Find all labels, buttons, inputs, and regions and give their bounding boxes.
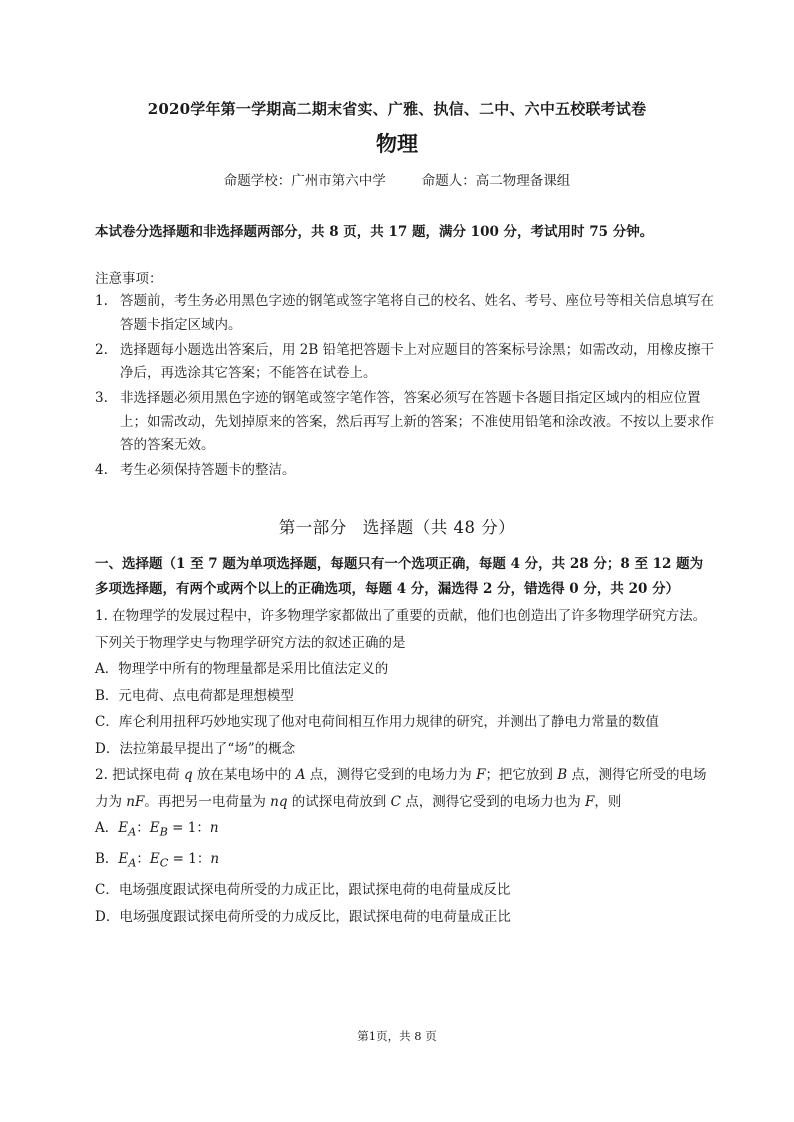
note-number: 2. [95, 341, 108, 358]
subscript: C [159, 856, 169, 870]
note-item [95, 290, 715, 337]
q2-var-f: F [585, 793, 595, 810]
question-1-option-c: C．库仑利用扭秤巧妙地实现了他对电荷间相互作用力规律的研究，并测出了静电力常量的数值 [95, 714, 659, 730]
option-prefix: A． [95, 820, 119, 836]
q2-text: 。再把另一电荷量为 [144, 793, 271, 810]
q2-var-q: q [183, 767, 193, 783]
var-e: E [149, 820, 160, 836]
q2-text: 2. 把试探电荷 [95, 767, 184, 783]
option-prefix: B． [95, 851, 119, 868]
question-2-option-b [95, 846, 715, 877]
section-instructions: 一、选择题（1 至 7 题为单项选择题，每题只有一个选项正确，每题 4 分，共 28 分；8 至 12 题为多项选择题，有两个或两个以上的正确选项，每题 4 分，漏选得 2 分，错选得 0 分，共 20 分） [95, 556, 704, 597]
q2-text: 点，测得它受到的电场力也为 [400, 793, 586, 810]
q2-text: 点，测得它受到的电场力为 [305, 767, 477, 783]
q2-var-nf: nF [126, 793, 145, 810]
var-e: E [149, 851, 160, 868]
note-text: 考生必须保持答题卡的整洁。 [120, 462, 296, 478]
note-item [95, 387, 715, 458]
school-label: 命题学校：广州市第六中学 [223, 173, 386, 189]
var-e: E [118, 851, 129, 868]
subject-title: 物理 [376, 131, 418, 156]
page-footer: 第1页，共 8 页 [357, 1029, 437, 1043]
q2-var-a: A [295, 767, 306, 783]
question-2-option-a [95, 815, 715, 846]
author-line [0, 169, 794, 189]
q2-var-nq: nq [270, 793, 288, 810]
subscript: B [159, 825, 168, 839]
question-2-option-d: D．电场强度跟试探电荷所受的力成反比，跟试探电荷的电荷量成正比 [95, 908, 511, 925]
subscript: A [128, 825, 137, 839]
exam-intro: 本试卷分选择题和非选择题两部分，共 8 页，共 17 题，满分 100 分，考试用时 75 分钟。 [95, 224, 654, 240]
ratio-value: = 1： [168, 851, 211, 868]
question-block [95, 603, 715, 930]
notes-title: 注意事项： [95, 271, 163, 287]
q2-text: 的试探电荷放到 [287, 793, 391, 810]
var-n: n [209, 820, 219, 836]
question-2-option-c: C．电场强度跟试探电荷所受的力成正比，跟试探电荷的电荷量成反比 [95, 882, 511, 899]
note-number: 4. [95, 462, 108, 478]
q2-var-f: F [476, 767, 486, 783]
author-label: 命题人：高二物理备课组 [421, 173, 571, 189]
note-number: 3. [95, 390, 108, 406]
question-1-stem: 1. 在物理学的发展过程中，许多物理学家都做出了重要的贡献，他们也创造出了许多物理学研究方法。下列关于物理学史与物理学研究方法的叙述正确的是 [95, 608, 707, 651]
question-1-option-d: D．法拉第最早提出了“场”的概念 [95, 740, 296, 757]
ratio-colon: ： [136, 820, 150, 836]
question-2-stem [95, 762, 715, 815]
note-item [95, 339, 715, 386]
exam-title: 2020学年第一学期高二期末省实、广雅、执信、二中、六中五校联考试卷 [147, 100, 647, 118]
ratio-colon: ： [136, 851, 150, 868]
q2-text: ；把它放到 [485, 767, 558, 783]
ratio-value: = 1： [167, 820, 210, 836]
note-text: 答题前，考生务必用黑色字迹的钢笔或签字笔将自己的校名、姓名、考号、座位号等相关信息填写在答题卡指定区域内。 [120, 293, 714, 333]
section-heading [0, 514, 794, 538]
section-name: 选择题（共 48 分） [362, 518, 516, 537]
section-part: 第一部分 [278, 518, 347, 537]
note-text: 选择题每小题选出答案后，用 2B 铅笔把答题卡上对应题目的答案标号涂黑；如需改动，用橡皮擦干净后，再选涂其它答案；不能答在试卷上。 [120, 341, 715, 381]
notes-list [95, 290, 715, 484]
question-1-option-a: A．物理学中所有的物理量都是采用比值法定义的 [95, 661, 389, 677]
subscript: A [128, 856, 137, 870]
question-1-option-b: B．元电荷、点电荷都是理想模型 [95, 687, 294, 704]
var-n: n [210, 851, 220, 868]
q2-text: 点，测得它所受的电场力为 [95, 767, 707, 810]
q2-var-b: B [557, 767, 568, 783]
q2-var-c: C [390, 793, 401, 810]
q2-text: 放在某电场中的 [192, 767, 296, 783]
note-item [95, 459, 715, 483]
var-e: E [118, 820, 129, 836]
note-text: 非选择题必须用黑色字迹的钢笔或签字笔作答，答案必须写在答题卡各题目指定区域内的相应位置上；如需改动，先划掉原来的答案，然后再写上新的答案；不准使用铅笔和涂改液。不按以上要求作答的答案无效。 [120, 390, 714, 453]
note-number: 1. [95, 293, 108, 309]
q2-text: ，则 [594, 793, 622, 810]
